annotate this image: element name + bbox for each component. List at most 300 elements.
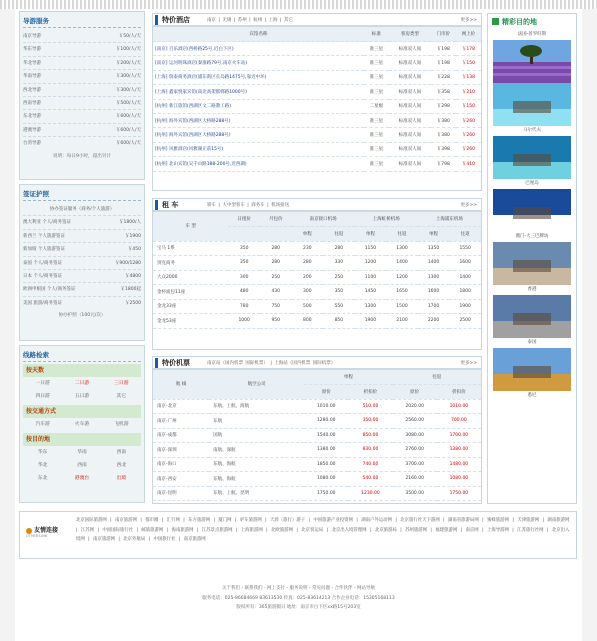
guide-row[interactable] <box>23 84 141 97</box>
car-table-header <box>153 212 481 241</box>
visa-price: ￥1800起 <box>120 287 141 293</box>
flight-more-link[interactable]: 更多>> <box>460 360 477 366</box>
hotel-more-link[interactable]: 更多>> <box>460 17 477 23</box>
visa-row[interactable] <box>23 216 141 229</box>
car-subheader: 往返 <box>449 227 481 242</box>
car-price: 800 <box>292 314 324 329</box>
guide-name[interactable]: 东北导游 <box>23 114 41 120</box>
car-col-header: 日租价 <box>228 212 260 227</box>
flight-cell: 740.00 <box>348 457 392 472</box>
car-col-header: 上海虹桥机场 <box>355 212 418 227</box>
hotel-name[interactable]: [杭州] 北山宾馆(吴千山路188-200号,近西湖) <box>153 157 364 171</box>
flight-subheader: 折扣价 <box>348 385 392 400</box>
hotel-cell: 标准双人间 <box>389 70 431 84</box>
footer-nav[interactable]: 关于我们 - 联系我们 - 网上支付 - 服务说明 - 常见问题 - 合作伙伴 - 网站导航 <box>222 586 375 591</box>
dest-link[interactable]: 出境 <box>116 476 127 481</box>
car-subheader: 单程 <box>418 227 450 242</box>
car-price: 1400 <box>418 256 450 271</box>
visa-title: 签证护照 <box>23 187 141 201</box>
guide-name[interactable]: 华北导游 <box>23 60 41 66</box>
hotel-cell: 准三星 <box>364 113 389 127</box>
hotel-row[interactable] <box>153 99 481 113</box>
flight-table-header <box>153 370 481 399</box>
days-link[interactable]: 三日游 <box>114 381 129 386</box>
hotel-cell: 准三星 <box>364 70 389 84</box>
car-subheader-blank <box>260 227 292 242</box>
flight-cell: 1850.00 <box>304 457 348 472</box>
hotel-cell: 标准双人间 <box>389 113 431 127</box>
guide-row[interactable] <box>23 57 141 70</box>
flight-header-row <box>153 370 481 385</box>
guide-price: ￥600/人/天 <box>115 141 141 147</box>
visa-row[interactable] <box>23 243 141 256</box>
hotel-row[interactable] <box>153 113 481 127</box>
flight-cell: 2560.00 <box>393 414 437 429</box>
hotel-cell: 标准双人间 <box>389 42 431 56</box>
hotel-cell: ￥150 <box>456 56 481 70</box>
car-price: 250 <box>323 270 355 285</box>
dest-link[interactable]: 华南 <box>77 450 87 455</box>
hotel-cell: ￥228 <box>431 70 456 84</box>
hotel-cell: ￥198 <box>431 56 456 70</box>
days-link[interactable]: 一日游 <box>35 381 50 386</box>
guide-price: ￥600/人/天 <box>115 114 141 120</box>
friend-links-list[interactable]: 北京国际旅游网 | 南京旅游网 | 都市圈 | 汇行网 | 东方旅游网 | 厦门网 | 驴车旅游网 | 天涯（旅行）游子 | 中国旅游产业投资网 | 湖南户外运动网 | 北京旅行社天下游网 | 湖南省旅游局网 | 蜜蜂旅游网 | 天津旅游网 | 湖南旅游网 | 江苏网 | 中国国际旅行社 | 邮旅旅游网 | 海南旅游网 | 江苏景点旅游网 | 上海旅游网 | 北欧旅游网 | 北京客运局 | 北京出入境管理网 | 北京旅游局 | 苏州旅游网 | 福建旅游网 | 南京网 | 上海导游网 | 江苏旅行社网 | 北京出入境网 | 南京旅游网 | 北京外航局 | 中国旅行社 | 南京旅游网 <box>76 518 570 542</box>
flight-cell: 850.00 <box>348 428 392 443</box>
car-price: 1600 <box>449 256 481 271</box>
guide-title: 导游服务 <box>23 14 141 28</box>
hotel-cell: 准三星 <box>364 157 389 171</box>
car-price: 250 <box>260 270 292 285</box>
hotel-cell: 准三星 <box>364 128 389 142</box>
guide-name[interactable]: 港澳导游 <box>23 127 41 133</box>
guide-row[interactable] <box>23 30 141 43</box>
visa-name[interactable]: 新西兰 个人旅游签证 <box>23 233 65 239</box>
car-price: 950 <box>260 314 292 329</box>
flight-row[interactable] <box>153 443 481 458</box>
car-price: 280 <box>260 256 292 271</box>
visa-name[interactable]: 新加坡 个人旅游签证 <box>23 247 65 253</box>
hotel-cell: 标准双人间 <box>389 128 431 142</box>
footer <box>15 584 582 613</box>
hotel-row[interactable] <box>153 128 481 142</box>
hotel-name[interactable]: [上海] 鑫家悦家宾馆(南北高架邯郸路1000号) <box>153 85 364 99</box>
flight-route[interactable]: 南京-北京 <box>153 399 209 414</box>
flight-row[interactable] <box>153 414 481 429</box>
destination-caption[interactable]: 澳门-大三巴牌坊 <box>515 234 549 239</box>
days-link[interactable]: 二日游 <box>74 381 90 386</box>
dest-link[interactable]: 华北 <box>37 463 48 468</box>
flight-cell: 1700.00 <box>437 428 481 443</box>
car-col-header: 车 型 <box>153 212 228 241</box>
car-price: 230 <box>292 241 324 256</box>
hotel-cell: ￥138 <box>456 70 481 84</box>
destination-caption[interactable]: 巴厘岛 <box>525 181 539 186</box>
car-price: 480 <box>228 285 260 300</box>
flight-row[interactable] <box>153 472 481 487</box>
flight-row[interactable] <box>153 428 481 443</box>
flight-cell: 3080.00 <box>393 428 437 443</box>
car-price: 1200 <box>386 270 418 285</box>
hotel-cell: ￥410 <box>456 157 481 171</box>
flight-subheader: 原价 <box>304 385 348 400</box>
flight-header <box>153 357 481 370</box>
days-link[interactable]: 四日游 <box>35 394 50 399</box>
destinations-panel <box>487 13 577 504</box>
hotel-name[interactable]: [上海] 瑞泰商务酒店(浦东新区长岛路1475号,靠近中环) <box>153 70 364 84</box>
flight-cell: 国航 <box>209 428 304 443</box>
flight-cell: 2160.00 <box>393 472 437 487</box>
visa-row[interactable] <box>23 283 141 296</box>
visa-price: ￥4800 <box>125 273 141 279</box>
friend-links-sublabel: OTHER LINK <box>26 534 48 538</box>
car-price: 1400 <box>386 256 418 271</box>
car-model[interactable]: 别克商务 <box>153 256 228 271</box>
car-model[interactable]: 宝马 1系 <box>153 241 228 256</box>
dest-link[interactable]: 西南 <box>77 463 87 468</box>
guide-list <box>23 30 141 151</box>
flight-cell: 1080.00 <box>304 472 348 487</box>
destination-image[interactable] <box>493 242 571 285</box>
car-model[interactable]: 金龙53座 <box>153 314 228 329</box>
destination-caption[interactable]: 泰国 <box>527 340 537 345</box>
car-table <box>153 212 481 329</box>
car-price: 350 <box>228 241 260 256</box>
flight-subheader: 折扣价 <box>437 385 481 400</box>
visa-price: ￥2500 <box>125 300 141 306</box>
flight-cell: 540.00 <box>348 472 392 487</box>
car-price: 1300 <box>418 270 450 285</box>
traffic-title: 按交通方式 <box>23 405 141 418</box>
car-header-row <box>153 212 481 227</box>
guide-row[interactable] <box>23 70 141 83</box>
hotel-cell: 标准双人间 <box>389 142 431 156</box>
hotel-title: 特价酒店 <box>155 15 207 25</box>
visa-name[interactable]: 美国 旅游/商务签证 <box>23 300 62 306</box>
flight-city-tabs[interactable]: 南京站（国内机票 国际机票） | 上海站（国内机票 国际机票） <box>207 360 336 366</box>
flight-table <box>153 370 481 501</box>
visa-price: ￥1800/人 <box>119 220 141 226</box>
guide-price: ￥300/人/天 <box>115 74 141 80</box>
flight-route[interactable]: 南京-昆明 <box>153 486 209 501</box>
flight-cell: 3500.00 <box>393 486 437 501</box>
hotel-cell: ￥380 <box>431 128 456 142</box>
hotel-col-header: 标准 <box>364 27 389 42</box>
bullet-icon <box>26 528 32 534</box>
hotel-header <box>153 14 481 27</box>
hotel-cell: 准三星 <box>364 142 389 156</box>
destination-caption: 法国-普罗旺斯 <box>517 32 547 37</box>
car-price: 1150 <box>355 241 387 256</box>
car-price: 1350 <box>418 241 450 256</box>
car-price: 2200 <box>418 314 450 329</box>
dest-link[interactable]: 东北 <box>37 476 48 481</box>
hotel-panel <box>152 13 482 191</box>
car-price: 550 <box>323 299 355 314</box>
car-row[interactable] <box>153 270 481 285</box>
flight-route[interactable]: 南京-海口 <box>153 457 209 472</box>
hotel-row[interactable] <box>153 70 481 84</box>
car-col-header: 南京接口机场 <box>292 212 355 227</box>
car-model[interactable]: 大众2000 <box>153 270 228 285</box>
car-price: 330 <box>323 256 355 271</box>
visa-price: ￥1900 <box>125 233 141 239</box>
flight-route[interactable]: 南京-成都 <box>153 428 209 443</box>
flight-route[interactable]: 南京-深圳 <box>153 443 209 458</box>
flight-col-header: 航空公司 <box>209 370 304 399</box>
hotel-name[interactable]: [杭州] 海外宾馆(西湖区大桥路288号) <box>153 128 364 142</box>
traffic-link[interactable]: 飞机游 <box>114 422 129 427</box>
flight-cell: 1280.00 <box>304 414 348 429</box>
flight-cell: 南航、深航 <box>209 443 304 458</box>
flight-cell: 1010.00 <box>437 399 481 414</box>
hotel-cell: ￥798 <box>431 157 456 171</box>
hotel-cell: ￥260 <box>456 142 481 156</box>
visa-row[interactable] <box>23 230 141 243</box>
visa-row[interactable] <box>23 257 141 270</box>
car-price: 1900 <box>449 299 481 314</box>
hotel-cell: ￥198 <box>431 42 456 56</box>
flight-col-header: 航 线 <box>153 370 209 399</box>
flight-cell: 830.00 <box>348 443 392 458</box>
dest-title: 按目的地 <box>23 433 141 446</box>
car-price: 1000 <box>228 314 260 329</box>
flight-cell: 1380.00 <box>304 443 348 458</box>
dest-link[interactable]: 西北 <box>116 463 127 468</box>
flight-table-body <box>153 399 481 501</box>
days-link[interactable]: 其它 <box>116 394 127 399</box>
hotel-cell: ￥358 <box>431 85 456 99</box>
car-more-link[interactable]: 更多>> <box>460 202 477 208</box>
visa-name[interactable]: 日本 个人/商务签证 <box>23 273 62 279</box>
visa-price: ￥900/1280 <box>114 260 141 266</box>
flight-row[interactable] <box>153 399 481 414</box>
flight-cell: 2020.00 <box>393 399 437 414</box>
hotel-city-tabs[interactable]: 南京 | 无锡 | 苏州 | 杭州 | 上海 | 其它 <box>207 17 293 23</box>
car-price: 1900 <box>355 314 387 329</box>
flight-route[interactable]: 南京-西安 <box>153 472 209 487</box>
hotel-col-header: 宾馆名称 <box>153 27 364 42</box>
flight-cell: 3700.00 <box>393 457 437 472</box>
route-search-panel <box>19 345 145 503</box>
traffic-link[interactable]: 火车游 <box>74 422 90 427</box>
top-stripe <box>0 0 597 9</box>
car-price: 1450 <box>355 285 387 300</box>
hotel-cell: ￥260 <box>456 113 481 127</box>
flight-cell: 510.00 <box>348 399 392 414</box>
car-row[interactable] <box>153 241 481 256</box>
car-row[interactable] <box>153 299 481 314</box>
hotel-cell: ￥380 <box>431 113 456 127</box>
guide-price: ￥300/人/天 <box>115 87 141 93</box>
car-table-body <box>153 241 481 328</box>
flight-cell: 1010.00 <box>304 399 348 414</box>
route-title: 线路检索 <box>23 348 141 362</box>
car-price: 280 <box>292 256 324 271</box>
traffic-grid <box>23 418 141 431</box>
guide-row[interactable] <box>23 110 141 123</box>
car-price: 350 <box>323 285 355 300</box>
hotel-cell: 准三星 <box>364 56 389 70</box>
visa-panel <box>19 184 145 341</box>
car-price: 1300 <box>355 299 387 314</box>
car-rental-panel <box>152 198 482 350</box>
hotel-col-header: 网上价 <box>456 27 481 42</box>
guide-price: ￥200/人/天 <box>115 60 141 66</box>
car-model[interactable]: 金龙33座 <box>153 299 228 314</box>
car-price: 280 <box>260 241 292 256</box>
hotel-table <box>153 27 481 172</box>
visa-note: 协办护照（100元/次） <box>58 313 106 319</box>
flight-cell: 2760.00 <box>393 443 437 458</box>
hotel-cell: ￥178 <box>456 42 481 56</box>
flight-panel <box>152 356 482 504</box>
days-link[interactable]: 五日游 <box>74 394 90 399</box>
visa-name[interactable]: 泰国 个人/商务签证 <box>23 260 62 266</box>
hotel-name[interactable]: [杭州] 海外宾馆(西湖区大桥路288号) <box>153 113 364 127</box>
car-price: 1100 <box>355 270 387 285</box>
flight-cell: 1750.00 <box>437 486 481 501</box>
guide-service-panel <box>19 11 145 180</box>
guide-price: ￥500/人/天 <box>115 100 141 106</box>
destination-image-provence[interactable] <box>493 40 571 83</box>
hotel-cell: ￥398 <box>431 142 456 156</box>
destination-image[interactable] <box>493 189 571 232</box>
flight-cell: 东航、海航 <box>209 472 304 487</box>
hotel-name[interactable]: [南京] 百乐酒店(西桥路25号,近白下区) <box>153 42 364 56</box>
flight-route[interactable]: 南京-广州 <box>153 414 209 429</box>
car-price: 2100 <box>386 314 418 329</box>
flight-cell: 1750.00 <box>304 486 348 501</box>
visa-row[interactable] <box>23 270 141 283</box>
car-type-tabs[interactable]: 轿车 | 大中型客车 | 商务车 | 机场接送 <box>207 202 290 208</box>
guide-row[interactable] <box>23 43 141 56</box>
guide-name[interactable]: 台湾导游 <box>23 141 41 147</box>
hotel-name[interactable]: [杭州] 风雅酒店(风雅湖正前15号) <box>153 142 364 156</box>
destination-image[interactable] <box>493 136 571 179</box>
car-price: 1700 <box>418 299 450 314</box>
hotel-row[interactable] <box>153 56 481 70</box>
visa-row[interactable] <box>23 297 141 310</box>
days-grid <box>23 377 141 403</box>
car-row[interactable] <box>153 285 481 300</box>
flight-subheader: 原价 <box>393 385 437 400</box>
car-price: 1500 <box>386 299 418 314</box>
flight-cell: 1480.00 <box>437 457 481 472</box>
destination-image[interactable] <box>493 83 571 126</box>
hotel-cell: 标准双人间 <box>389 56 431 70</box>
flight-cell: 700.00 <box>437 414 481 429</box>
guide-name[interactable]: 华东导游 <box>23 47 41 53</box>
guide-note: 说明：每日9小时，超出另计 <box>52 153 112 159</box>
friend-links-title <box>26 525 58 538</box>
car-price: 200 <box>292 270 324 285</box>
car-subheader: 单程 <box>355 227 387 242</box>
car-row[interactable] <box>153 314 481 329</box>
flight-cell: 1540.00 <box>304 428 348 443</box>
hotel-cell: ￥210 <box>456 85 481 99</box>
guide-price: ￥100/人/天 <box>115 47 141 53</box>
visa-name[interactable]: 澳大利亚 个人/商务签证 <box>23 220 71 226</box>
car-subheader: 单程 <box>292 227 324 242</box>
flight-row[interactable] <box>153 486 481 501</box>
visa-name[interactable]: 欧洲申根国 个人/商务签证 <box>23 287 76 293</box>
hotel-table-header <box>153 27 481 42</box>
hotel-cell: 标准双人间 <box>389 85 431 99</box>
car-price: 500 <box>292 299 324 314</box>
hotel-cell: ￥260 <box>456 128 481 142</box>
dest-link[interactable]: 港澳台 <box>74 476 90 481</box>
friend-links-label: 友情连接 <box>34 527 59 534</box>
hotel-cell: 二星级 <box>364 99 389 113</box>
guide-name[interactable]: 西北导游 <box>23 87 41 93</box>
car-row[interactable] <box>153 256 481 271</box>
hotel-col-header: 门市价 <box>431 27 456 42</box>
visa-list <box>23 216 141 310</box>
hotel-col-header: 客房类型 <box>389 27 431 42</box>
visa-subtitle: 协办签证服务（商务/个人旅游） <box>23 203 141 216</box>
destination-caption[interactable]: 悉尼 <box>527 393 537 398</box>
hotel-table-body <box>153 42 481 172</box>
guide-price: ￥50/人/天 <box>118 34 141 39</box>
hotel-cell: ￥150 <box>456 99 481 113</box>
footer-contact: 服务电话：025-86684669 83613530 传真：025-83614213 合作企业电话：15305168113 <box>202 595 395 601</box>
car-price: 780 <box>228 299 260 314</box>
car-price: 300 <box>228 270 260 285</box>
flight-cell: 东航 <box>209 414 304 429</box>
destination-caption[interactable]: 马尔代夫 <box>523 128 541 133</box>
hotel-row[interactable] <box>153 157 481 171</box>
car-model[interactable]: 金杯面包11座 <box>153 285 228 300</box>
car-price: 750 <box>260 299 292 314</box>
dest-link[interactable]: 西南 <box>116 450 127 455</box>
guide-name[interactable]: 华南导游 <box>23 74 41 80</box>
hotel-row[interactable] <box>153 142 481 156</box>
hotel-name[interactable]: [南京] 运河明珠酒店(秦淮路79号,南京火车站) <box>153 56 364 70</box>
destination-caption[interactable]: 香港 <box>527 287 537 292</box>
dest-grid <box>23 446 141 485</box>
car-price: 1300 <box>386 241 418 256</box>
guide-row[interactable] <box>23 97 141 110</box>
dest-link[interactable]: 华东 <box>37 450 48 455</box>
car-subheader: 往返 <box>323 227 355 242</box>
hotel-row[interactable] <box>153 42 481 56</box>
hotel-cell: 标准双人间 <box>389 99 431 113</box>
destination-image[interactable] <box>493 295 571 338</box>
flight-row[interactable] <box>153 457 481 472</box>
car-subheader: 往返 <box>386 227 418 242</box>
footer-copyright: 版权所有：365旅游假日 地址：南京市白下区xx路15号203室 <box>236 605 361 610</box>
destination-image[interactable] <box>493 348 571 391</box>
flight-col-header: 往返 <box>393 370 481 385</box>
car-col-header: 月包价 <box>260 212 292 227</box>
guide-row[interactable] <box>23 137 141 150</box>
traffic-link[interactable]: 汽车游 <box>35 422 50 427</box>
car-price: 350 <box>228 256 260 271</box>
guide-name[interactable]: 南京导游 <box>23 34 41 39</box>
flight-cell: 1380.00 <box>437 443 481 458</box>
hotel-name[interactable]: [杭州] 新江旅馆(西湖区文二路教工路) <box>153 99 364 113</box>
guide-price: ￥600/人/天 <box>115 127 141 133</box>
days-title: 按天数 <box>23 364 141 377</box>
car-price: 430 <box>260 285 292 300</box>
left-column <box>19 11 145 507</box>
car-price: 850 <box>323 314 355 329</box>
guide-row[interactable] <box>23 124 141 137</box>
flight-cell: 东航、上航、昆明 <box>209 486 304 501</box>
hotel-row[interactable] <box>153 85 481 99</box>
guide-name[interactable]: 西南导游 <box>23 100 41 106</box>
